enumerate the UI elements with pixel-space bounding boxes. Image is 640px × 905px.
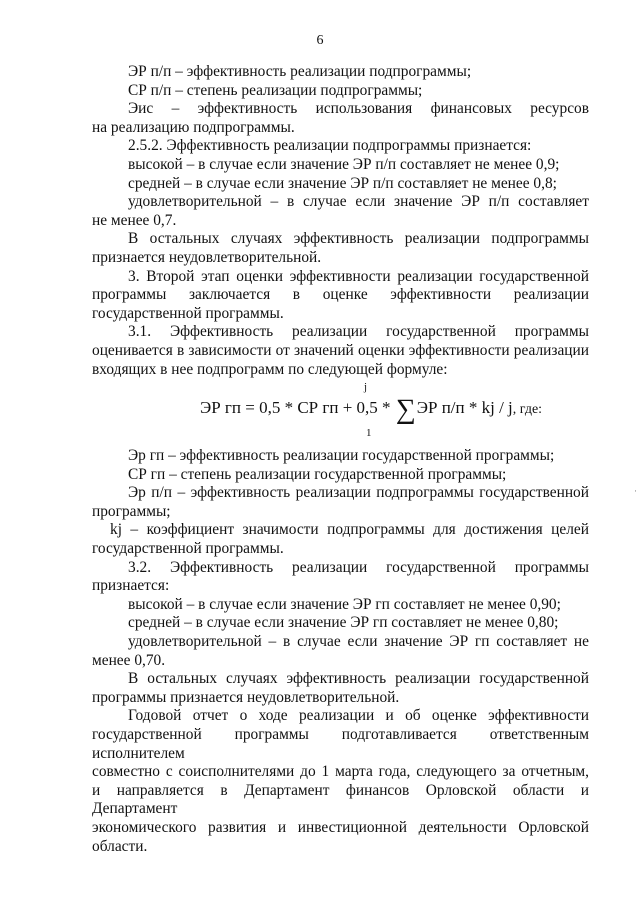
text-line: государственной программы. (92, 304, 284, 322)
margin-mark: · (634, 486, 637, 496)
formula-right: ЭР п/п * kj / j (416, 398, 513, 418)
sum-symbol: ∑ (395, 394, 416, 426)
text-line: Эис – эффективность использования финансовых ресурсов (128, 100, 589, 118)
text-line: 3.1. Эффективность реализации государственной программы (128, 323, 589, 341)
text-line: средней – в случае если значение ЭР гп составляет не менее 0,80; (128, 614, 559, 632)
text-line: Годовой отчет о ходе реализации и об оценке эффективности (128, 707, 589, 725)
text-line: удовлетворительной – в случае если значение ЭР п/п составляет (128, 193, 589, 211)
text-line: СР п/п – степень реализации подпрограммы; (128, 81, 423, 99)
text-line: государственной программы подготавливается ответственным исполнителем (92, 726, 589, 762)
formula-left: ЭР гп = 0,5 * СР гп + 0,5 * (200, 398, 395, 418)
text-line: признается неудовлетворительной. (92, 248, 322, 266)
text-line: области. (92, 837, 148, 855)
text-line: входящих в нее подпрограмм по следующей формуле: (92, 360, 448, 378)
text-line: 3. Второй этап оценки эффективности реализации государственной (128, 267, 589, 285)
text-line: ЭР п/п – эффективность реализации подпрограммы; (128, 63, 472, 80)
text-line: не менее 0,7. (92, 211, 177, 229)
formula-expression (200, 396, 542, 424)
text-line: высокой – в случае если значение ЭР п/п составляет не менее 0,9; (128, 155, 560, 173)
text-line: 2.5.2. Эффективность реализации подпрограммы признается: (128, 137, 532, 155)
text-line: менее 0,70. (92, 651, 166, 669)
text-line: совместно с соисполнителями до 1 марта года, следующего за отчетным, (92, 763, 589, 781)
page-number: 6 (316, 33, 324, 48)
text-line: программы признается неудовлетворительной. (92, 688, 400, 706)
text-line: СР гп – степень реализации государственной программы; (128, 465, 507, 483)
text-line: В остальных случаях эффективность реализации государственной (128, 670, 589, 688)
text-line: экономического развития и инвестиционной деятельности Орловской (92, 818, 589, 836)
text-line: высокой – в случае если значение ЭР гп составляет не менее 0,90; (128, 595, 561, 613)
text-line: программы; (92, 502, 171, 520)
text-line: средней – в случае если значение ЭР п/п составляет не менее 0,8; (128, 174, 557, 192)
text-line: Эр гп – эффективность реализации государственной программы; (128, 447, 555, 465)
document-body (92, 63, 589, 856)
text-line: kj – коэффициент значимости подпрограммы для достижения целей (110, 521, 589, 539)
text-line: признается: (92, 577, 170, 595)
text-line: оценивается в зависимости от значений оценки эффективности реализации (92, 341, 589, 359)
efficiency-formula (92, 381, 589, 447)
formula-suffix: , где: (512, 402, 543, 418)
sum-upper-limit: j (364, 381, 368, 394)
text-line: удовлетворительной – в случае если значение ЭР гп составляет не (128, 633, 589, 651)
text-line: Эр п/п – эффективность реализации подпрограммы государственной (128, 484, 589, 502)
sum-lower-limit: 1 (366, 427, 372, 440)
text-line: В остальных случаях эффективность реализации подпрограммы (128, 230, 589, 248)
text-line: 3.2. Эффективность реализации государственной программы (128, 558, 589, 576)
text-line: и направляется в Департамент финансов Орловской области и Департамент (92, 781, 589, 818)
text-line: на реализацию подпрограммы. (92, 118, 295, 136)
text-line: государственной программы. (92, 540, 284, 558)
text-line: программы заключается в оценке эффективности реализации (92, 286, 589, 304)
